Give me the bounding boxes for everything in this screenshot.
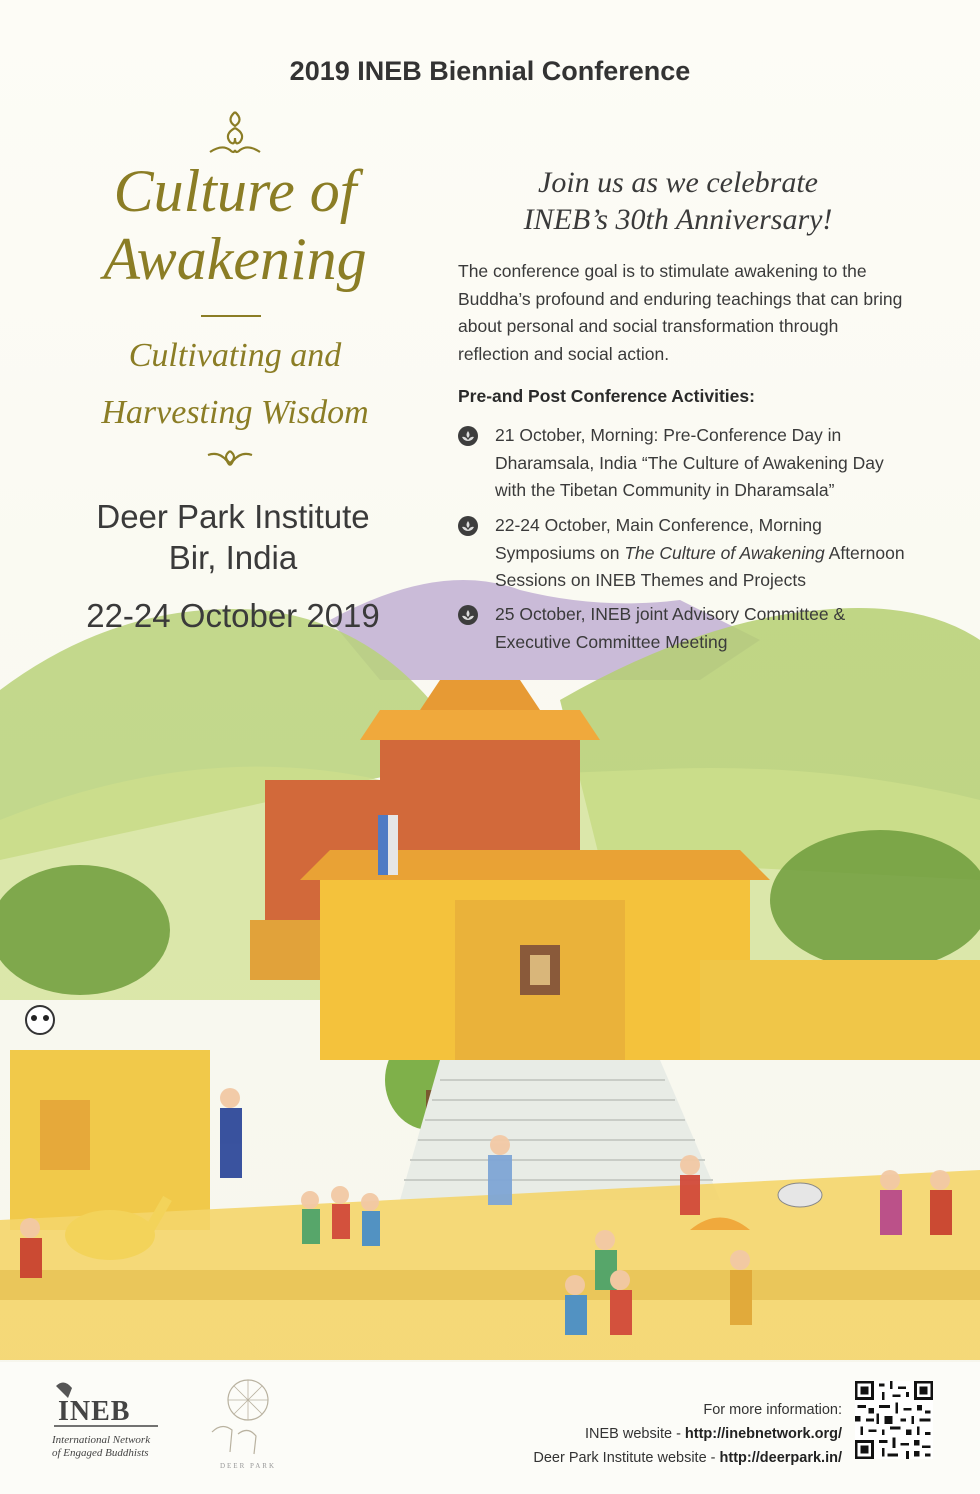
deer-park-website-link[interactable]: http://deerpark.in/ [719,1450,842,1466]
svg-text:DEER PARK: DEER PARK [219,1462,277,1470]
activity-text-emphasis: The Culture of Awakening [624,542,825,563]
lotus-bullet-icon [458,605,478,625]
theme-title-line1: Culture of [113,158,357,224]
tree-cluster-right [770,830,980,970]
activity-item [458,601,908,656]
ineb-website-label: INEB website - [585,1426,685,1442]
theme-title-line2: Awakening [103,226,367,292]
subtitle-line1: Cultivating and [128,337,342,374]
activities-heading: Pre-and Post Conference Activities: [458,386,755,406]
ineb-website-line [533,1422,842,1446]
activity-text-part: 22-24 October, Main Conference, Morning Symposiums on [495,515,822,563]
activity-text-part: Afternoon Sessions on INEB Themes and Projects [495,542,905,590]
activity-text: 25 October, INEB joint Advisory Committee & Executive Committee Meeting [495,604,846,652]
activity-item [458,512,908,595]
deer-park-logo [198,1372,298,1472]
title-divider [201,315,261,317]
leaf-ornament-icon [205,447,255,471]
footer-info [533,1398,842,1470]
venue-dates: 22-24 October 2019 [86,597,380,634]
goal-paragraph: The conference goal is to stimulate awakening to the Buddha’s profound and enduring teachings that can bring about personal and social transformation through reflection and social action. [458,261,903,364]
activity-text [495,512,908,595]
ineb-caption-line1: International Network [52,1434,151,1446]
invitation-line1: Join us as we celebrate [538,166,818,199]
ineb-logo-caption [52,1434,150,1460]
ineb-website-link[interactable]: http://inebnetwork.org/ [684,1426,842,1442]
deer-park-website-line [533,1446,842,1470]
right-building [700,960,980,1060]
subtitle-line2: Harvesting Wisdom [101,394,369,431]
lotus-bullet-icon [458,516,478,536]
ineb-caption-line2: of Engaged Buddhists [52,1447,149,1459]
lotus-bullet-icon [458,426,478,446]
temple-main-upper [380,740,580,860]
activity-text: 21 October, Morning: Pre-Conference Day in Dharamsala, India “The Culture of Awakening Day with the Tibetan Community in Dharamsala” [495,425,884,500]
deer-park-website-label: Deer Park Institute website - [533,1450,720,1466]
activity-item [458,422,908,505]
header-title: 2019 INEB Biennial Conference [289,56,691,86]
svg-text:INEB: INEB [58,1396,131,1427]
lotus-ornament-icon [206,108,264,160]
qr-code[interactable] [855,1381,933,1459]
venue-location: Bir, India [168,539,298,576]
invitation-line2: INEB’s 30th Anniversary! [523,203,833,236]
venue-name: Deer Park Institute [96,498,370,535]
dog [778,1183,822,1207]
more-info-label: For more information: [703,1402,842,1418]
